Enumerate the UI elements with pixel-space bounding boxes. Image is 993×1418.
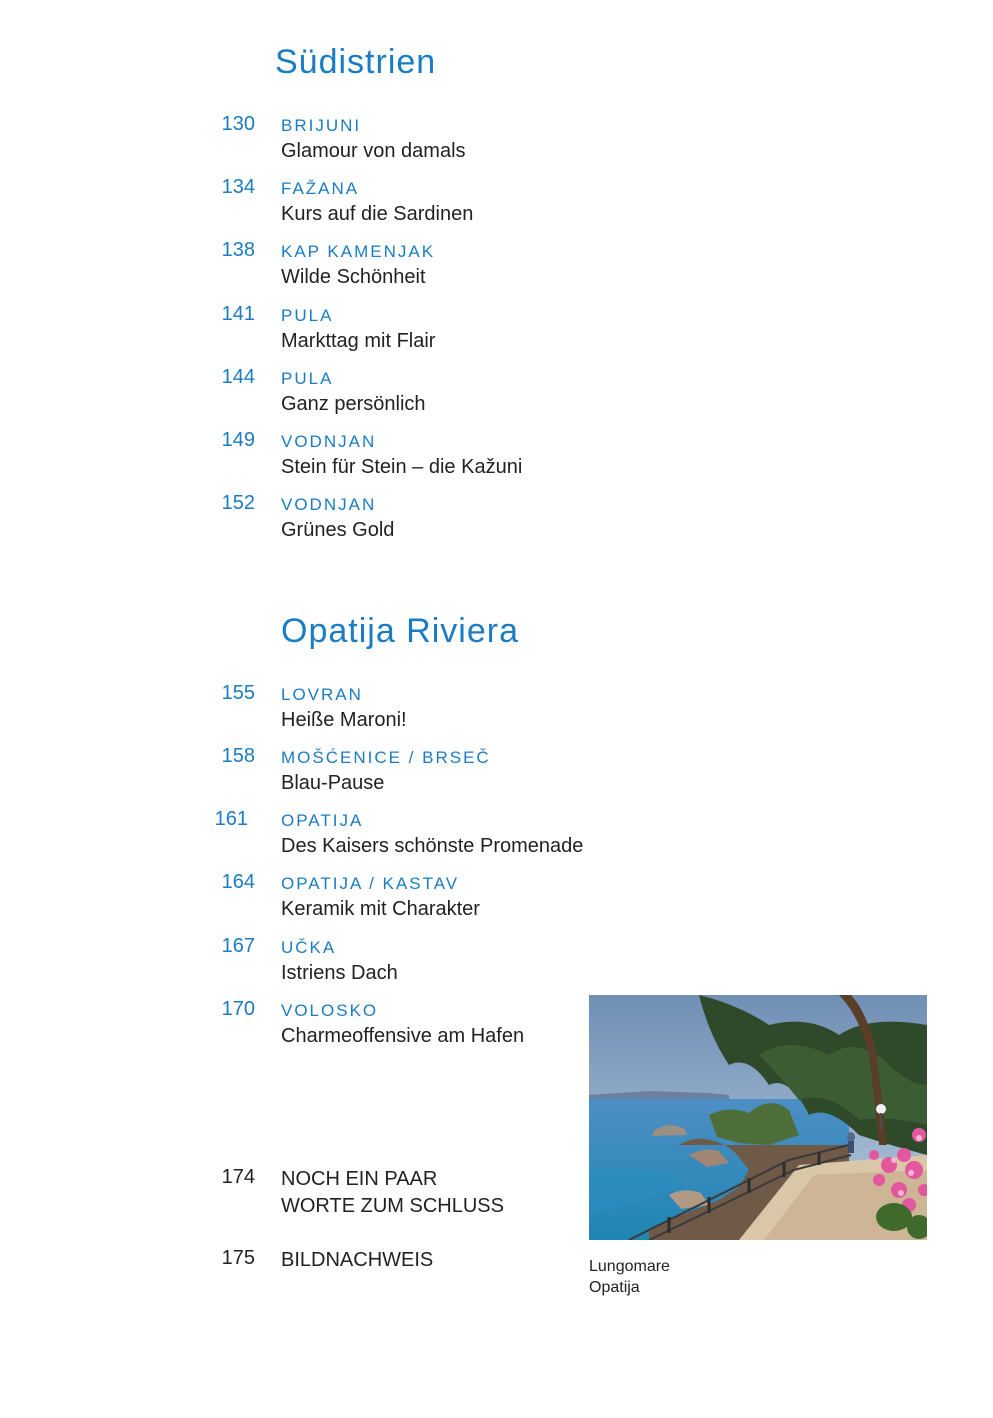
entry-subtitle: Glamour von damals (281, 140, 466, 162)
place-name: OPATIJA / KASTAV (281, 874, 460, 893)
photo-caption: Lungomare Opatija (589, 1258, 670, 1296)
toc-entry[interactable] (0, 429, 600, 489)
toc-entry[interactable] (0, 239, 600, 299)
toc-entry[interactable] (0, 808, 600, 868)
page-number: 158 (221, 745, 255, 767)
place-name: BRIJUNI (281, 116, 362, 135)
entry-subtitle: Stein für Stein – die Kažuni (281, 456, 523, 478)
page-number: 134 (221, 176, 255, 198)
place-name: FAŽANA (281, 179, 360, 198)
place-name: VODNJAN (281, 432, 377, 451)
entry-subtitle: Des Kaisers schönste Promenade (281, 835, 584, 857)
entry-subtitle: Istriens Dach (281, 962, 398, 984)
page-number: 149 (221, 429, 255, 451)
photo-lungomare-opatija (589, 995, 927, 1240)
place-name: VODNJAN (281, 495, 377, 514)
toc-entry[interactable] (0, 176, 600, 236)
toc-entry[interactable] (0, 366, 600, 426)
entry-subtitle: Grünes Gold (281, 519, 395, 541)
entry-subtitle: Heiße Maroni! (281, 709, 407, 731)
toc-entry[interactable] (0, 935, 600, 995)
toc-entry-closing-words[interactable] (0, 1166, 560, 1226)
place-name: LOVRAN (281, 685, 363, 704)
entry-subtitle: Keramik mit Charakter (281, 898, 480, 920)
toc-entry[interactable] (0, 303, 600, 363)
toc-entry[interactable] (0, 682, 600, 742)
entry-subtitle: Charmeoffensive am Hafen (281, 1025, 525, 1047)
page-number: 144 (221, 366, 255, 388)
page-number: 152 (221, 492, 255, 514)
place-name: PULA (281, 369, 334, 388)
entry-subtitle: Ganz persönlich (281, 393, 426, 415)
entry-label: NOCH EIN PAAR WORTE ZUM SCHLUSS (281, 1168, 504, 1217)
page-number: 175 (221, 1247, 255, 1269)
place-name: KAP KAMENJAK (281, 242, 436, 261)
place-name: UČKA (281, 938, 337, 957)
toc-entry[interactable] (0, 871, 600, 931)
section-title-opatija-riviera: Opatija Riviera (281, 612, 519, 650)
toc-entry[interactable] (0, 745, 600, 805)
entry-subtitle: Kurs auf die Sardinen (281, 203, 474, 225)
page-number: 155 (221, 682, 255, 704)
page-number: 167 (221, 935, 255, 957)
toc-entry[interactable] (0, 998, 600, 1058)
page-number: 164 (221, 871, 255, 893)
place-name: OPATIJA (281, 811, 364, 830)
toc-entry[interactable] (0, 113, 600, 173)
entry-label: BILDNACHWEIS (281, 1249, 434, 1271)
page-number: 141 (221, 303, 255, 325)
place-name: VOLOSKO (281, 1001, 379, 1020)
toc-entry[interactable] (0, 492, 600, 552)
section-title-suedistrien: Südistrien (275, 43, 437, 81)
place-name: PULA (281, 306, 334, 325)
page-number: 174 (221, 1166, 255, 1188)
toc-entry-picture-credits[interactable] (0, 1247, 560, 1277)
entry-subtitle: Markttag mit Flair (281, 330, 436, 352)
page-number: 130 (221, 113, 255, 135)
page-number: 138 (221, 239, 255, 261)
entry-subtitle: Blau-Pause (281, 772, 385, 794)
place-name: MOŠĆENICE / BRSEČ (281, 748, 491, 767)
page-number: 170 (221, 998, 255, 1020)
page-number: 161 (214, 808, 248, 830)
entry-subtitle: Wilde Schönheit (281, 266, 426, 288)
